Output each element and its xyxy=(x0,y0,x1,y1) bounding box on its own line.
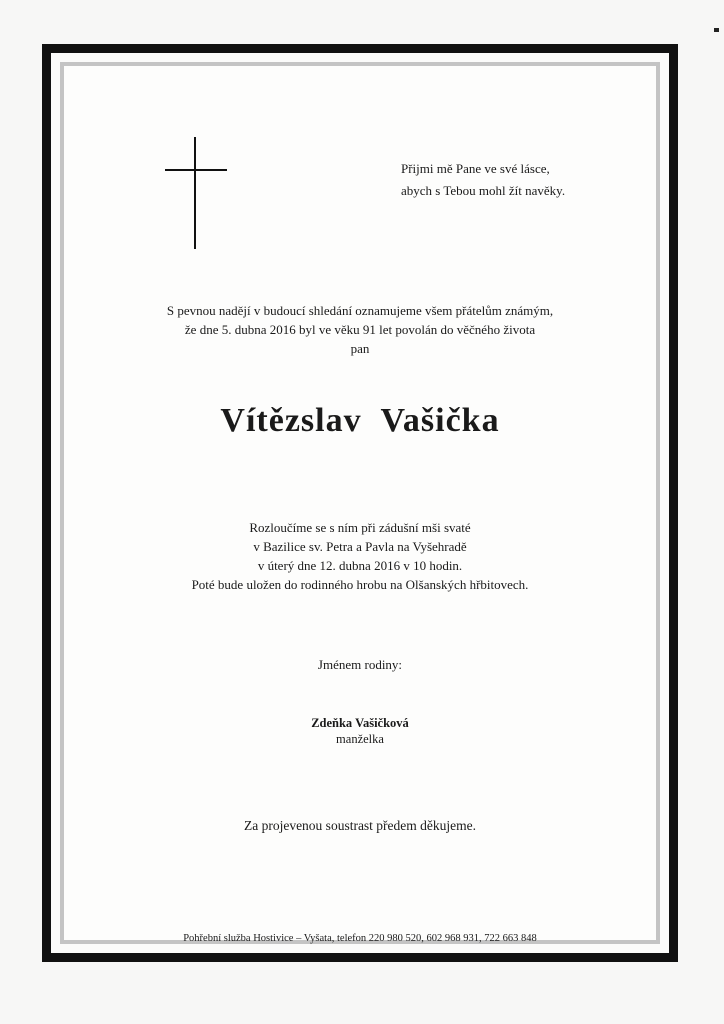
ceremony-line: v Bazilice sv. Petra a Pavla na Vyšehradě xyxy=(253,539,467,554)
mourning-border xyxy=(42,44,678,962)
ceremony-details xyxy=(64,518,656,594)
page-edge-mark xyxy=(714,28,719,32)
thanks-line: Za projevenou soustrast předem děkujeme. xyxy=(243,818,477,833)
motto-line: abych s Tebou mohl žít navěky. xyxy=(401,183,566,198)
motto-line: Přijmi mě Pane ve své lásce, xyxy=(401,161,550,176)
announcement-line: že dne 5. dubna 2016 byl ve věku 91 let povolán do věčného života xyxy=(184,322,536,337)
ceremony-line: v úterý dne 12. dubna 2016 v 10 hodin. xyxy=(257,558,463,573)
ceremony-line: Poté bude uložen do rodinného hrobu na Olšanských hřbitovech. xyxy=(191,577,529,592)
deceased-name: Vítězslav Vašička xyxy=(220,402,500,439)
announcement-line: pan xyxy=(350,341,370,356)
family-label: Jménem rodiny: xyxy=(317,657,403,672)
latin-cross-icon xyxy=(165,137,227,249)
motto xyxy=(401,158,641,202)
signatory-relation: manželka xyxy=(336,732,384,746)
announcement xyxy=(64,301,656,358)
ceremony-line: Rozloučíme se s ním při zádušní mši svaté xyxy=(249,520,471,535)
signatory-name: Zdeňka Vašičková xyxy=(311,716,409,730)
funeral-service-footer: Pohřební služba Hostivice – Vyšata, telefon 220 980 520, 602 968 931, 722 663 848 xyxy=(183,933,537,944)
signatory xyxy=(64,715,656,747)
inner-border xyxy=(60,62,660,944)
announcement-line: S pevnou nadějí v budoucí shledání oznamujeme všem přátelům známým, xyxy=(166,303,554,318)
